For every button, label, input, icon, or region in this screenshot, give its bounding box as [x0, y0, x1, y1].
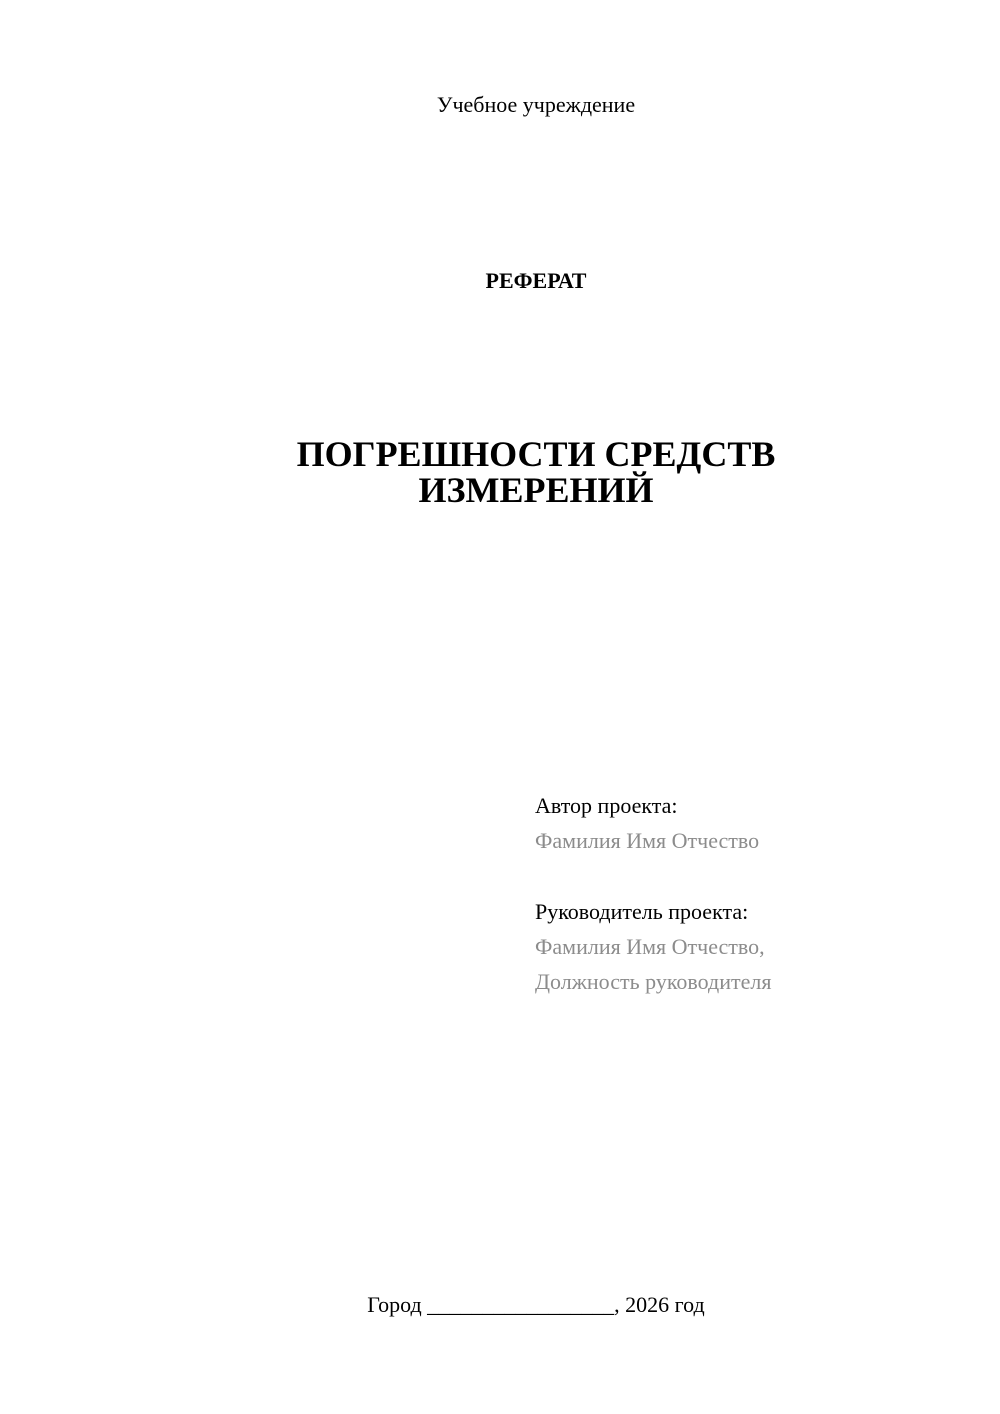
- document-type: РЕФЕРАТ: [485, 268, 587, 293]
- institution-name: Учебное учреждение: [436, 92, 636, 117]
- document-title-line-1: ПОГРЕШНОСТИ СРЕДСТВ: [296, 434, 776, 474]
- author-name: Фамилия Имя Отчество: [535, 828, 760, 853]
- supervisor-position: Должность руководителя: [535, 969, 772, 994]
- city-label: Город: [367, 1292, 422, 1317]
- supervisor-label: Руководитель проекта:: [535, 899, 749, 924]
- document-title-line-2: ИЗМЕРЕНИЙ: [418, 470, 654, 510]
- supervisor-name: Фамилия Имя Отчество,: [535, 934, 765, 959]
- author-label: Автор проекта:: [535, 793, 678, 818]
- document-title: [0, 436, 1000, 508]
- year-text: , 2026 год: [614, 1292, 705, 1317]
- info-spacer: [535, 858, 771, 894]
- footer-city-year: [0, 1290, 1000, 1320]
- city-blank-line: _________________: [427, 1292, 615, 1317]
- project-info-block: [535, 788, 771, 999]
